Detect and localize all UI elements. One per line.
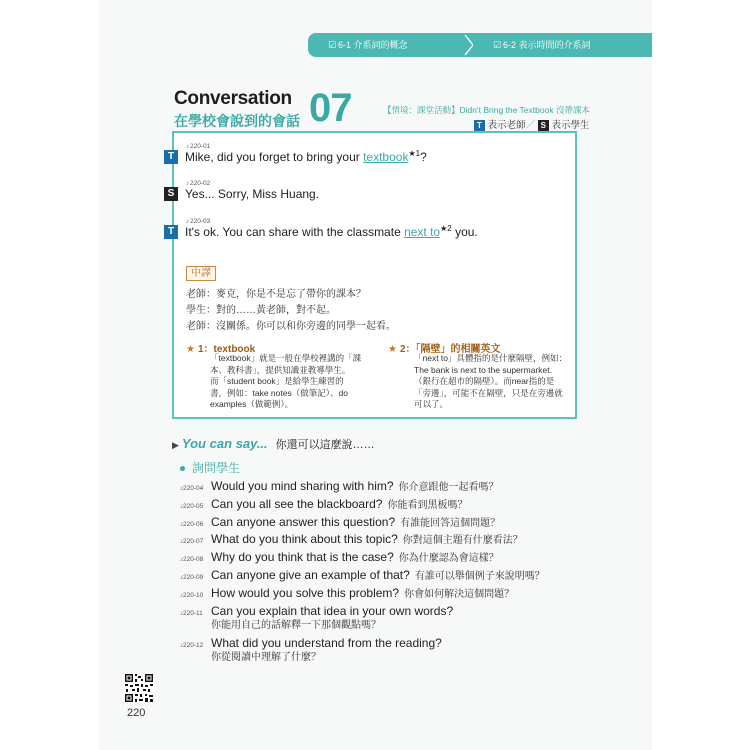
keyword-link[interactable]: textbook bbox=[363, 150, 409, 164]
note-line: The bank is next to the supermarket. bbox=[414, 364, 552, 375]
translation-line: 老師：麥克，你是不是忘了帶你的課本？ bbox=[186, 289, 366, 300]
line-text: Yes... Sorry, Miss Huang. bbox=[185, 187, 320, 201]
note-line: 本、教科書」，提供知識並教導學生。 bbox=[210, 364, 351, 375]
note-body bbox=[414, 353, 567, 411]
tab-6-1[interactable] bbox=[308, 33, 473, 57]
speaker-badge-teacher: T bbox=[164, 150, 178, 164]
phrase-en: What did you understand from the reading? bbox=[211, 636, 442, 650]
dialogue-line bbox=[185, 187, 319, 201]
section-title-zh: 在學校會說到的會話 bbox=[174, 113, 300, 129]
check-icon: ☑ bbox=[328, 40, 337, 50]
note-title: 1：textbook bbox=[197, 344, 256, 355]
note-marker: ★2 bbox=[440, 224, 452, 233]
you-can-say-en: You can say... bbox=[181, 436, 268, 451]
line-text: Mike, did you forget to bring your bbox=[185, 150, 364, 164]
line-text: ? bbox=[420, 150, 427, 164]
audio-track-code[interactable]: ♪ 220-07 bbox=[180, 538, 211, 545]
phrase-zh: 你為什麼認為會這樣？ bbox=[398, 553, 499, 564]
note-line: 可以了。 bbox=[414, 399, 449, 409]
chapter-tab-bar bbox=[308, 33, 652, 57]
tab-label: 6-2 表示時間的介系詞 bbox=[503, 40, 591, 50]
phrase-en: Would you mind sharing with him? bbox=[211, 479, 394, 493]
triangle-right-icon: ▶ bbox=[172, 440, 179, 450]
audio-track-code[interactable]: ♪ 220-03 bbox=[186, 218, 210, 225]
page-number: 220 bbox=[127, 707, 146, 719]
audio-track-code[interactable]: ♪ 220-02 bbox=[186, 180, 210, 187]
phrase-zh: 有誰可以舉個例子來說明嗎？ bbox=[414, 571, 545, 582]
you-can-say-heading bbox=[172, 435, 375, 453]
line-text: It's ok. You can share with the classmate bbox=[185, 225, 405, 239]
teacher-badge: T bbox=[474, 120, 485, 131]
note-title: 2：「隔壁」的相關英文 bbox=[399, 344, 501, 355]
legend-slash: ／ bbox=[525, 120, 536, 131]
speaker-legend bbox=[474, 117, 589, 131]
audio-track-code[interactable]: ♪ 220-06 bbox=[180, 521, 211, 528]
translation-tag: 中譯 bbox=[186, 266, 216, 281]
phrase-zh: 你會如何解決這個問題？ bbox=[404, 589, 515, 600]
phrase-en: Why do you think that is the case? bbox=[211, 550, 394, 564]
dialogue-line bbox=[185, 224, 478, 239]
note-line: examples（做範例）。 bbox=[210, 399, 294, 409]
note-marker: ★1 bbox=[408, 149, 421, 158]
note-line: （銀行在超市的隔壁）。而near指的是 bbox=[414, 376, 555, 386]
audio-track-code[interactable]: ♪ 220-09 bbox=[180, 574, 211, 581]
audio-track-code[interactable]: ♪ 220-01 bbox=[186, 143, 210, 150]
tab-label: 6-1 介系詞的概念 bbox=[338, 40, 408, 50]
note-line: 「旁邊」，可能不在隔壁，只是在旁邊就 bbox=[414, 387, 563, 398]
subheading bbox=[180, 459, 240, 476]
audio-track-code[interactable]: ♪ 220-11 bbox=[180, 610, 211, 617]
teacher-legend-label: 表示老師 bbox=[487, 120, 526, 131]
phrase-zh: 你對這個主題有什麼看法？ bbox=[402, 535, 523, 546]
student-badge: S bbox=[538, 120, 549, 131]
phrase-zh: 有誰能回答這個問題？ bbox=[400, 518, 501, 529]
audio-track-code[interactable]: ♪ 220-08 bbox=[180, 556, 211, 563]
qr-code-icon[interactable] bbox=[124, 673, 154, 703]
student-legend-label: 表示學生 bbox=[551, 120, 590, 131]
bullet-icon bbox=[180, 466, 185, 471]
audio-track-code[interactable]: ♪ 220-05 bbox=[180, 503, 211, 510]
tab-6-2[interactable] bbox=[473, 33, 652, 57]
line-text: you. bbox=[451, 225, 478, 239]
note-line: 而「student book」是給學生練習的 bbox=[210, 376, 344, 386]
star-icon: ★ bbox=[186, 344, 195, 355]
note-line: 「textbook」就是一般在學校裡講的「課 bbox=[210, 353, 362, 363]
phrase-en: Can anyone give an example of that? bbox=[211, 568, 410, 582]
audio-track-code[interactable]: ♪ 220-04 bbox=[180, 485, 211, 492]
audio-track-code[interactable]: ♪ 220-12 bbox=[180, 642, 211, 649]
translation-line: 學生：對的……黃老師，對不起。 bbox=[186, 305, 336, 316]
phrase-zh: 你能看到黑板嗎？ bbox=[387, 500, 468, 511]
phrase-zh: 你能用自己的話解釋一下那個觀點嗎？ bbox=[211, 620, 381, 631]
phrase-zh: 你介意跟他一起看嗎？ bbox=[398, 482, 499, 493]
phrase-en: How would you solve this problem? bbox=[211, 586, 400, 600]
phrase-zh: 你從閱讀中理解了什麼？ bbox=[211, 652, 321, 663]
phrase-item bbox=[180, 513, 500, 531]
phrase-item bbox=[180, 477, 499, 495]
audio-track-code[interactable]: ♪ 220-10 bbox=[180, 592, 211, 599]
section-number: 07 bbox=[309, 86, 352, 130]
you-can-say-zh: 你還可以這麼說…… bbox=[275, 439, 375, 451]
keyword-link[interactable]: next to bbox=[404, 225, 441, 239]
phrase-item bbox=[180, 584, 514, 602]
star-icon: ★ bbox=[388, 344, 397, 355]
phrase-item bbox=[180, 566, 545, 584]
scene-caption: 【情境：課堂活動】Didn't Bring the Textbook 沒帶課本 bbox=[383, 105, 590, 115]
phrase-item bbox=[180, 495, 467, 513]
phrase-en: Can you explain that idea in your own words? bbox=[211, 604, 454, 618]
note-body bbox=[210, 353, 361, 411]
subheading-text: 詢問學生 bbox=[192, 461, 241, 475]
phrase-item bbox=[180, 530, 523, 548]
phrase-en: Can you all see the blackboard? bbox=[211, 497, 383, 511]
speaker-badge-teacher: T bbox=[164, 225, 178, 239]
phrase-item bbox=[180, 548, 499, 566]
check-icon: ☑ bbox=[493, 40, 502, 50]
phrase-en: What do you think about this topic? bbox=[211, 532, 398, 546]
section-title-en: Conversation bbox=[174, 88, 292, 109]
speaker-badge-student: S bbox=[164, 187, 178, 201]
note-line: 「next to」具體指的是什麼隔壁，例如： bbox=[414, 353, 568, 363]
dialogue-line bbox=[185, 149, 427, 164]
note-line: 書，例如：take notes（做筆記）、do bbox=[210, 387, 348, 398]
phrase-en: Can anyone answer this question? bbox=[211, 515, 396, 529]
translation-line: 老師：沒關係。你可以和你旁邊的同學一起看。 bbox=[186, 321, 396, 332]
